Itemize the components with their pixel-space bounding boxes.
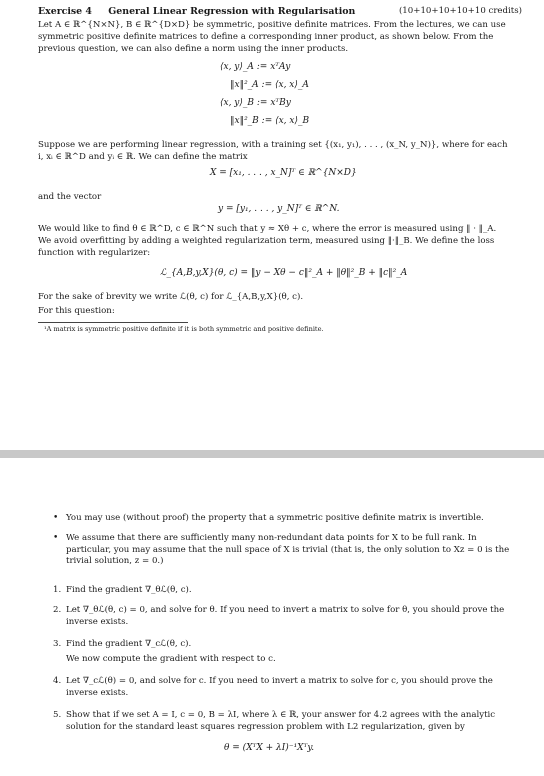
question-text: Let ∇_θℒ(θ, c) = 0, and solve for θ. If you need to invert a matrix to solve for θ, you should prove the inverse exists. <box>66 605 505 627</box>
question-text: Find the gradient ∇_cℒ(θ, c). <box>66 639 192 649</box>
suppose-line-2: i, xᵢ ∈ ℝ^D and yᵢ ∈ ℝ. We can define the matrix <box>38 152 248 162</box>
page-two <box>0 458 544 776</box>
and-vector-text: and the vector <box>38 192 102 202</box>
question-number: 4. <box>53 676 62 686</box>
question-number: 2. <box>53 605 62 615</box>
question-number: 5. <box>53 710 62 720</box>
question-number: 3. <box>53 639 62 649</box>
intro-line-2: symmetric positive definite matrices to define a corresponding inner product, as shown below. From the <box>38 32 494 42</box>
question-text: Show that if we set A = I, c = 0, B = λI, where λ ∈ ℝ, your answer for 4.2 agrees with the analytic solution for the standard least squares regression problem with L2 regularization, given by <box>66 710 496 732</box>
footnote-rule <box>38 322 188 323</box>
bullet-item: You may use (without proof) the property that a symmetric positive definite matrix is invertible. <box>66 513 484 523</box>
ridge-solution-equation: θ = (XᵀX + λI)⁻¹Xᵀy. <box>224 743 315 753</box>
exercise-title: General Linear Regression with Regularisation <box>108 6 356 17</box>
intro-line-3: previous question, we can also define a norm using the inner products. <box>38 44 349 54</box>
credits-label: (10+10+10+10+10 credits) <box>398 6 522 16</box>
for-this-question: For this question: <box>38 306 115 316</box>
def-inner-product-a: ⟨x, y⟩_A := xᵀAy <box>220 62 291 72</box>
vector-definition: y = [y₁, . . . , y_N]ᵀ ∈ ℝ^N. <box>218 204 340 214</box>
def-inner-product-b: ⟨x, y⟩_B := xᵀBy <box>220 98 291 108</box>
bullet-marker: • <box>53 513 59 523</box>
intro-line-1: Let A ∈ ℝ^{N×N}, B ∈ ℝ^{D×D} be symmetric, positive definite matrices. From the lectures, we can use <box>38 20 506 30</box>
brevity-note: For the sake of brevity we write ℒ(θ, c) for ℒ_{A,B,y,X}(θ, c). <box>38 292 304 302</box>
bullet-item: We assume that there are sufficiently many non-redundant data points for X to be full rank. In particular, you may assume that the null space of X is trivial (that is, the only solution to Xz = 0 is the trivial solution, z = 0.) <box>66 533 510 567</box>
footnote: ¹A matrix is symmetric positive definite if it is both symmetric and positive definite. <box>44 325 324 333</box>
find-line-1: We would like to find θ ∈ ℝ^D, c ∈ ℝ^N such that y ≈ Xθ + c, where the error is measured using ‖ · ‖_A. <box>38 224 497 234</box>
exercise-number: Exercise 4 <box>38 6 92 17</box>
question-text: Let ∇_cℒ(θ) = 0, and solve for c. If you need to invert a matrix to solve for c, you should prove the inverse exists. <box>66 676 493 698</box>
question-note: We now compute the gradient with respect to c. <box>66 654 276 664</box>
exercise-heading <box>38 6 355 17</box>
question-text: Find the gradient ∇_θℒ(θ, c). <box>66 585 192 595</box>
bullet-marker: • <box>53 533 59 543</box>
find-line-3: function with regularizer: <box>38 248 151 258</box>
def-norm-b: ‖x‖²_B := ⟨x, x⟩_B <box>230 116 310 126</box>
matrix-definition: X = [x₁, . . . , x_N]ᵀ ∈ ℝ^{N×D} <box>210 168 357 178</box>
def-norm-a: ‖x‖²_A := ⟨x, x⟩_A <box>230 80 309 90</box>
suppose-line-1: Suppose we are performing linear regression, with a training set {(x₁, y₁), . . . , (x_N, y_N)}, where for each <box>38 140 508 150</box>
find-line-2: We avoid overfitting by adding a weighted regularization term, measured using ‖·‖_B. We define the loss <box>38 236 495 246</box>
question-number: 1. <box>53 585 62 595</box>
loss-function-equation: ℒ_{A,B,y,X}(θ, c) = ‖y − Xθ − c‖²_A + ‖θ‖²_B + ‖c‖²_A <box>160 268 408 278</box>
